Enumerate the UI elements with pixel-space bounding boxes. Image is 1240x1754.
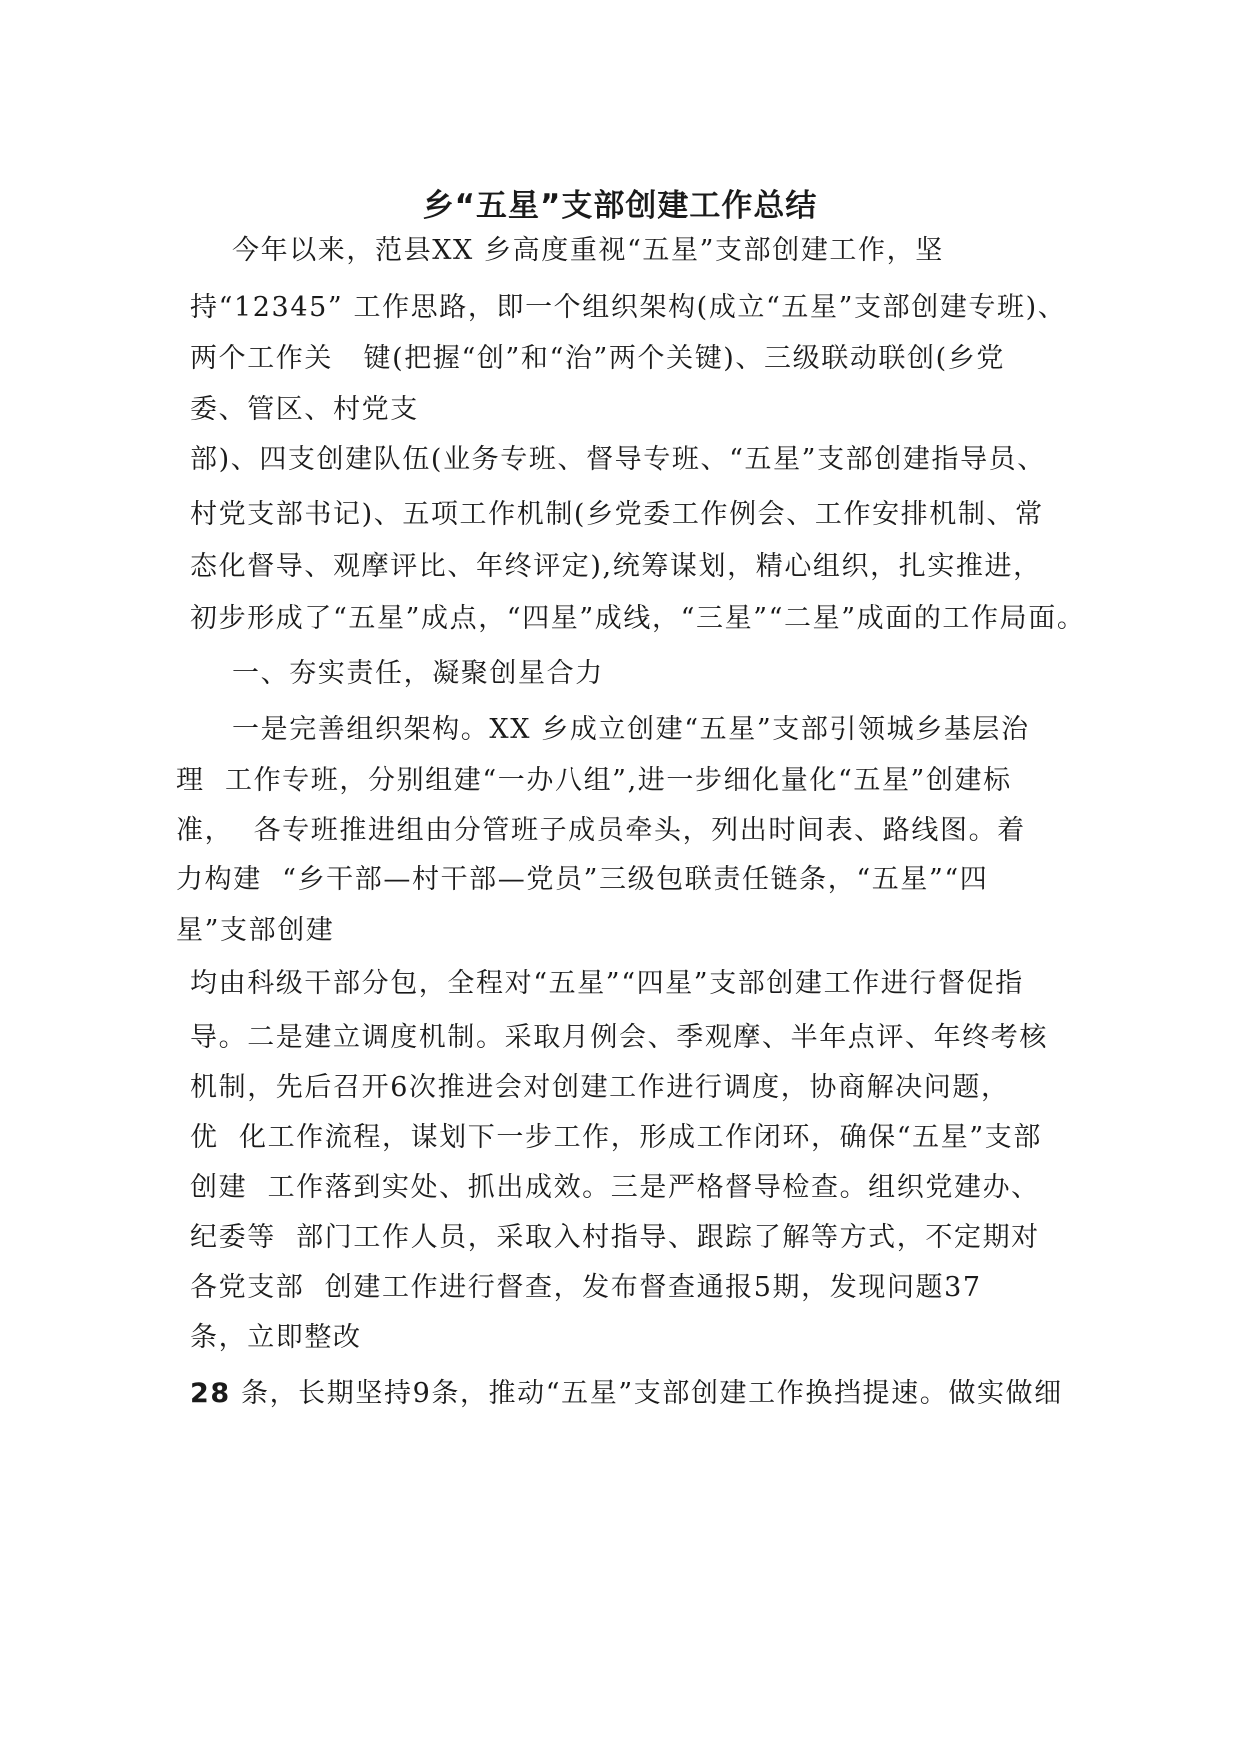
paragraph-line xyxy=(190,1376,1063,1412)
paragraph-line: 态化督导、观摩评比、年终评定),统筹谋划，精心组织，扎实推进， xyxy=(190,551,1042,582)
paragraph-line: 初步形成了“五星”成点，“四星”成线，“三星”“二星”成面的工作局面。 xyxy=(190,603,1086,634)
paragraph-line: 准， 各专班推进组由分管班子成员牵头，列出时间表、路线图。着 xyxy=(176,815,1026,846)
paragraph-line: 委、管区、村党支 xyxy=(190,394,419,425)
paragraph-line: 两个工作关 键(把握“创”和“治”两个关键)、三级联动联创(乡党 xyxy=(190,343,1005,374)
paragraph-line: 力构建 “乡干部—村干部—党员”三级包联责任链条，“五星”“四 xyxy=(176,864,989,895)
document-title: 乡“五星”支部创建工作总结 xyxy=(422,188,818,224)
paragraph-line: 优 化工作流程，谋划下一步工作，形成工作闭环，确保“五星”支部 xyxy=(190,1122,1042,1153)
paragraph-line: 部)、四支创建队伍(业务专班、督导专班、“五星”支部创建指导员、 xyxy=(190,444,1046,475)
paragraph-line: 条，立即整改 xyxy=(190,1322,362,1353)
paragraph-line: 纪委等 部门工作人员，采取入村指导、跟踪了解等方式，不定期对 xyxy=(190,1222,1040,1253)
paragraph-line: 持“12345” 工作思路，即一个组织架构(成立“五星”支部创建专班)、 xyxy=(190,292,1067,323)
paragraph-line: 一是完善组织架构。XX 乡成立创建“五星”支部引领城乡基层治 xyxy=(232,714,1030,745)
paragraph-line: 今年以来，范县XX 乡高度重视“五星”支部创建工作，坚 xyxy=(232,235,944,266)
paragraph-line: 理 工作专班，分别组建“一办八组”,进一步细化量化“五星”创建标 xyxy=(176,765,1012,796)
paragraph-line: 创建 工作落到实处、抓出成效。三是严格督导检查。组织党建办、 xyxy=(190,1172,1040,1203)
line-rest: 条，长期坚持9条，推动“五星”支部创建工作换挡提速。做实做细 xyxy=(230,1378,1063,1409)
paragraph-line: 均由科级干部分包，全程对“五星”“四星”支部创建工作进行督促指 xyxy=(190,968,1024,999)
paragraph-line: 星”支部创建 xyxy=(176,915,335,946)
paragraph-line: 导。二是建立调度机制。采取月例会、季观摩、半年点评、年终考核 xyxy=(190,1022,1048,1053)
paragraph-line: 机制，先后召开6次推进会对创建工作进行调度，协商解决问题， xyxy=(190,1072,1010,1103)
line-lead-number: 28 xyxy=(190,1378,231,1409)
paragraph-line: 村党支部书记)、五项工作机制(乡党委工作例会、工作安排机制、常 xyxy=(190,499,1044,530)
section-heading: 一、夯实责任，凝聚创星合力 xyxy=(232,658,604,689)
paragraph-line: 各党支部 创建工作进行督查，发布督查通报5期，发现问题37 xyxy=(190,1272,982,1303)
